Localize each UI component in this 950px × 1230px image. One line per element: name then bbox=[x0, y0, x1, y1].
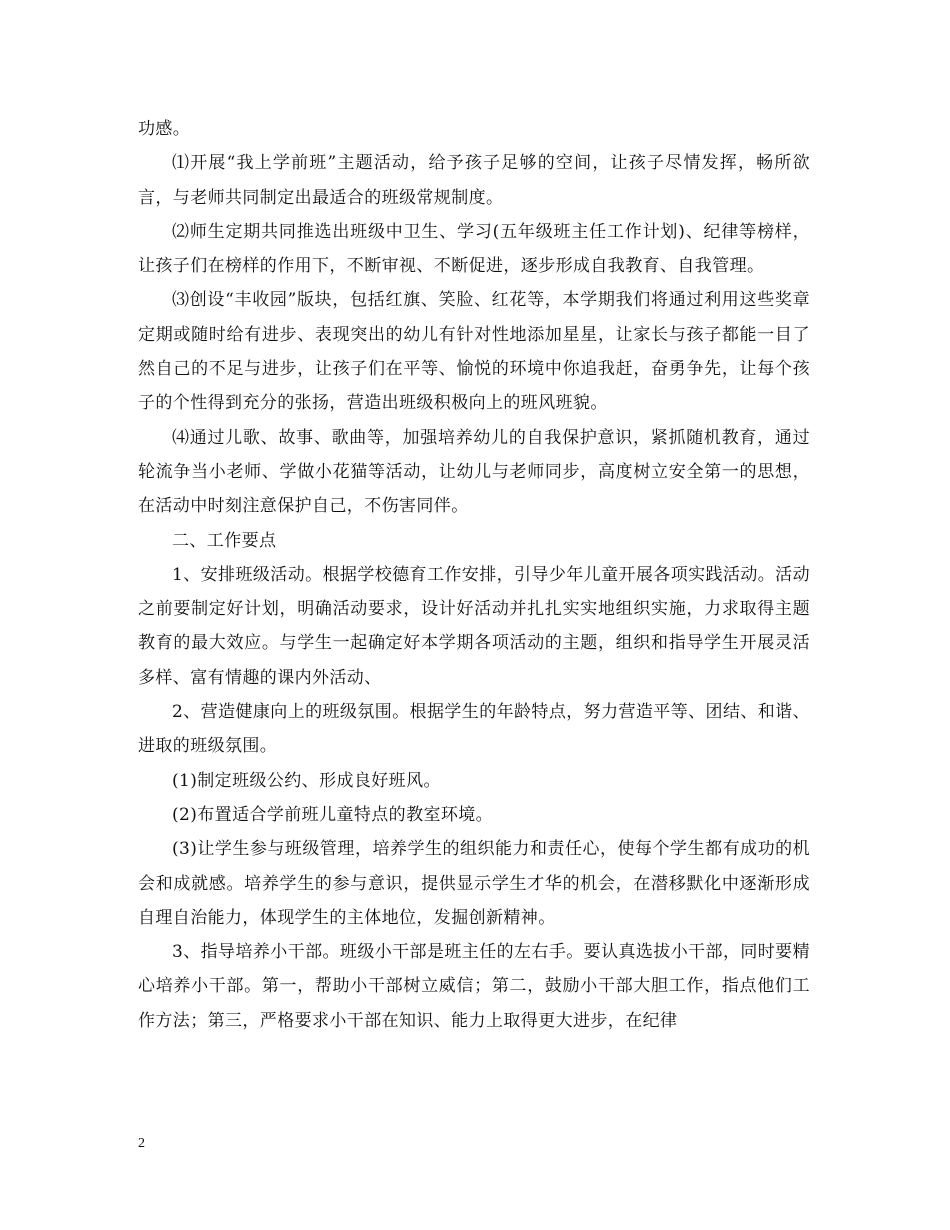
paragraph-12: 3、指导培养小干部。班级小干部是班主任的左右手。要认真选拔小干部，同时要精心培养小干部。第一，帮助小干部树立威信；第二，鼓励小干部大胆工作，指点他们工作方法；第三，严格要求小干部在知识、能力上取得更大进步，在纪律 bbox=[138, 942, 810, 1031]
paragraph-8: 2、营造健康向上的班级氛围。根据学生的年龄特点，努力营造平等、团结、和谐、进取的班级氛围。 bbox=[138, 702, 810, 757]
document-body bbox=[138, 112, 810, 1038]
paragraph-3: ⑵师生定期共同推选出班级中卫生、学习(五年级班主任工作计划)、纪律等榜样，让孩子们在榜样的作用下，不断审视、不断促进，逐步形成自我教育、自我管理。 bbox=[138, 221, 810, 277]
paragraph-7: 1、安排班级活动。根据学校德育工作安排，引导少年儿童开展各项实践活动。活动之前要制定好计划，明确活动要求，设计好活动并扎扎实实地组织实施，力求取得主题教育的最大效应。与学生一起确定好本学期各项活动的主题，组织和指导学生开展灵活多样、富有情趣的课内外活动、 bbox=[138, 564, 810, 688]
paragraph-9: (1)制定班级公约、形成良好班风。 bbox=[172, 770, 441, 791]
paragraph-2: ⑴开展“我上学前班”主题活动，给予孩子足够的空间，让孩子尽情发挥，畅所欲言，与老师共同制定出最适合的班级常规制度。 bbox=[138, 153, 810, 208]
paragraph-11: (3)让学生参与班级管理，培养学生的组织能力和责任心，使每个学生都有成功的机会和成就感。培养学生的参与意识，提供显示学生才华的机会，在潜移默化中逐渐形成自理自治能力，体现学生的主体地位，发掘创新精神。 bbox=[138, 839, 810, 928]
page-number: 2 bbox=[138, 1136, 145, 1151]
section-heading: 二、工作要点 bbox=[172, 530, 277, 551]
paragraph-1: 功感。 bbox=[138, 119, 191, 139]
paragraph-4: ⑶创设“丰收园”版块，包括红旗、笑脸、红花等，本学期我们将通过利用这些奖章定期或随时给有进步、表现突出的幼儿有针对性地添加星星，让家长与孩子都能一目了然自己的不足与进步，让孩子们在平等、愉悦的环境中你追我赶，奋勇争先，让每个孩子的个性得到充分的张扬，营造出班级积极向上的班风班貌。 bbox=[138, 290, 810, 414]
paragraph-10: (2)布置适合学前班儿童特点的教室环境。 bbox=[172, 804, 494, 825]
paragraph-5: ⑷通过儿歌、故事、歌曲等，加强培养幼儿的自我保护意识，紧抓随机教育，通过轮流争当小老师、学做小花猫等活动，让幼儿与老师同步，高度树立安全第一的思想，在活动中时刻注意保护自己，不伤害同伴。 bbox=[138, 427, 810, 517]
